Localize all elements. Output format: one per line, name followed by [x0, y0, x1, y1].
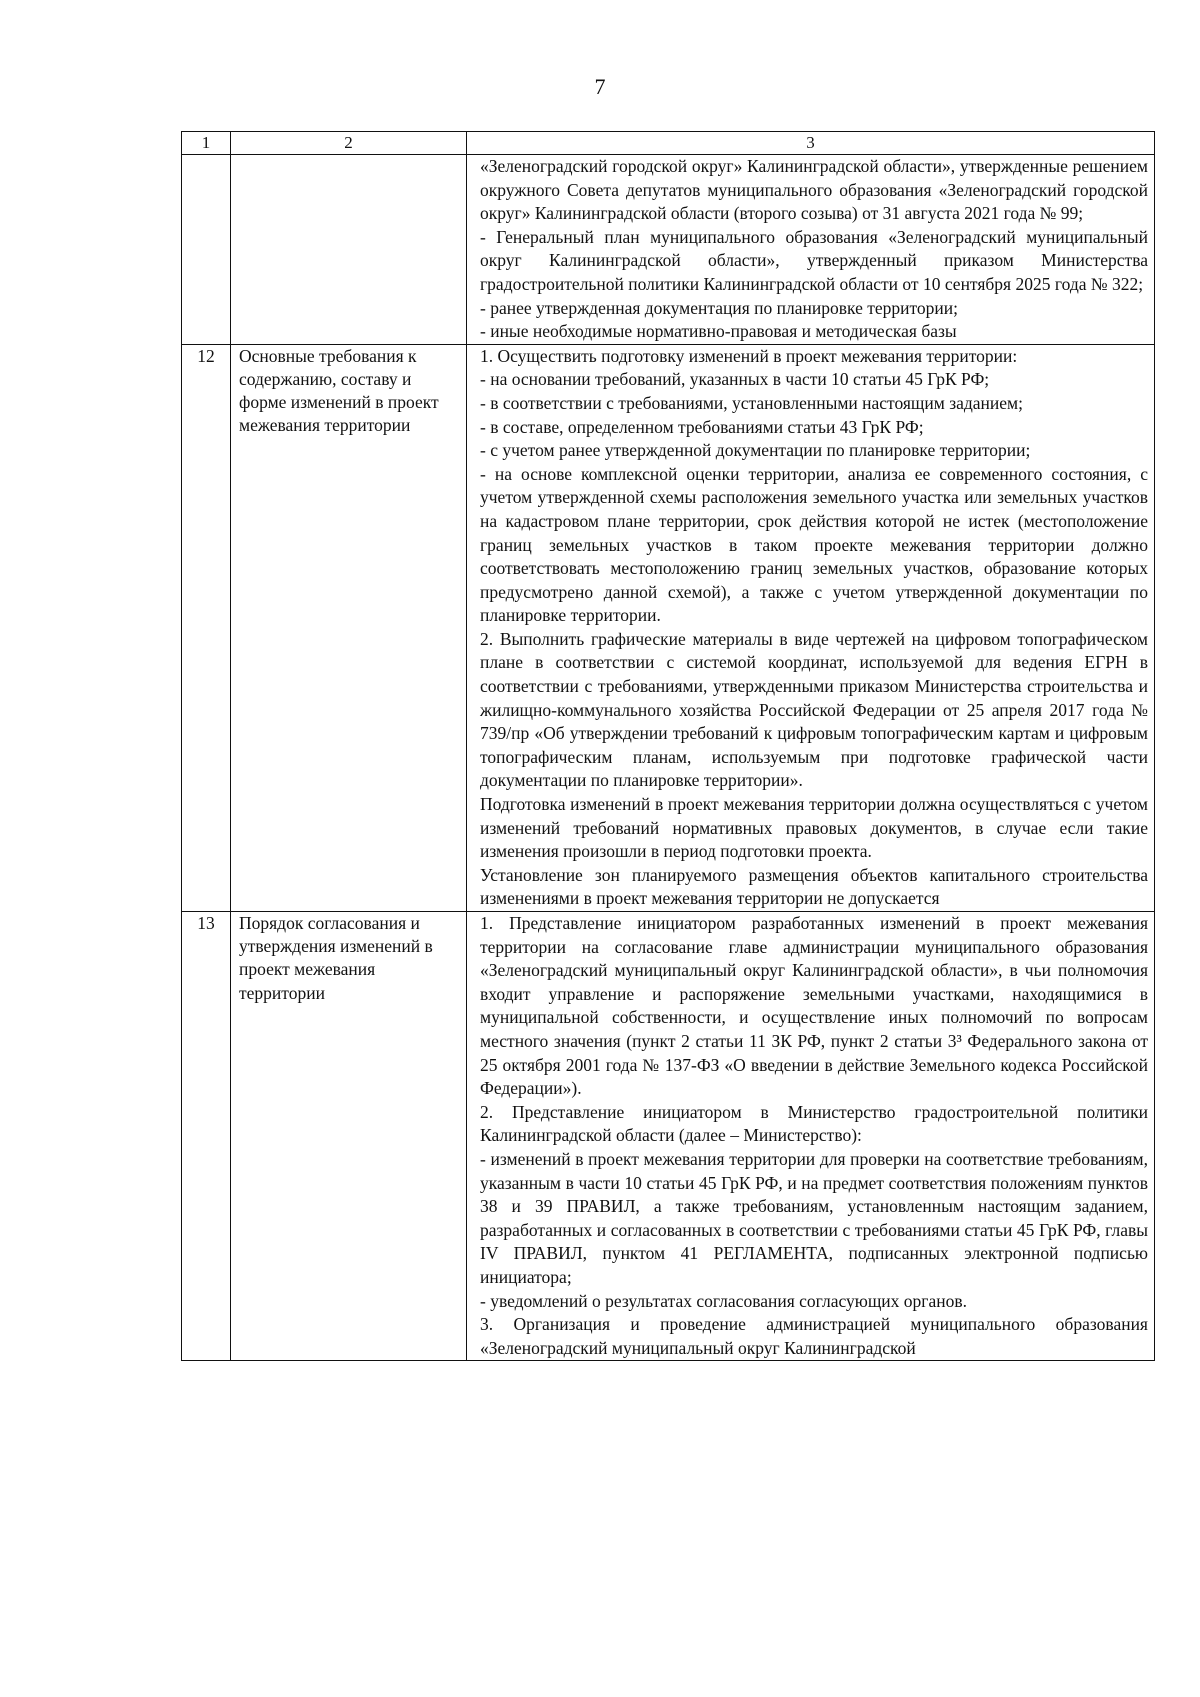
table-row-continuation: [182, 155, 1155, 345]
content-paragraph: - ранее утвержденная документация по планировке территории;: [480, 297, 959, 318]
content-paragraph: 2. Представление инициатором в Министерство градостроительной политики Калининградской области (далее – Министерство):: [480, 1101, 1148, 1146]
content-paragraph: 1. Осуществить подготовку изменений в проект межевания территории:: [480, 345, 1018, 366]
content-paragraph: - в соответствии с требованиями, установленными настоящим заданием;: [480, 392, 1023, 413]
content-paragraph: 2. Выполнить графические материалы в виде чертежей на цифровом топографическом плане в соответствии с системой координат, используемой для ведения ЕГРН в соответствии с требованиями, утвержденными приказом Министерства строительства и жилищно-коммунального хозяйства Российской Федерации от 25 апреля 2017 года № 739/пр «Об утверждении требований к цифровым топографическим картам и цифровым топографическим планам, используемым при подготовке графической части документации по планировке территории».: [480, 628, 1148, 791]
row-name-cell: [231, 155, 467, 345]
content-paragraph: - на основе комплексной оценки территории, анализа ее современного состояния, с учетом утвержденной схемы расположения земельного участка или земельных участков на кадастровом плане территории, срок действия которой не истек (местоположение границ земельных участков в таком проекте межевания территории должно соответствовать местоположению границ земельных участков, образование которых предусмотрено данной схемой), а также с учетом утвержденной документации по планировке территории.: [480, 463, 1148, 626]
content-paragraph: - в составе, определенном требованиями статьи 43 ГрК РФ;: [480, 416, 924, 437]
content-paragraph: - Генеральный план муниципального образования «Зеленоградский муниципальный округ Калининградской области», утвержденный приказом Министерства градостроительной политики Калининградской области от 10 сентября 2025 года № 322;: [480, 226, 1148, 294]
content-paragraph: «Зеленоградский городской округ» Калининградской области», утвержденные решением окружного Совета депутатов муниципального образования «Зеленоградский городской округ» Калининградской области (второго созыва) от 31 августа 2021 года № 99;: [480, 156, 1148, 224]
requirements-table: [181, 131, 1155, 1361]
content-paragraph: - иные необходимые нормативно-правовая и методическая базы: [480, 321, 957, 342]
row-content-cell: [467, 344, 1155, 911]
table-row-13: [182, 912, 1155, 1361]
row-content-cell: [467, 155, 1155, 345]
row-number-cell: [182, 155, 231, 345]
row-content-cell: [467, 912, 1155, 1361]
content-paragraph: Подготовка изменений в проект межевания территории должна осуществляться с учетом изменений требований нормативных правовых документов, в случае если такие изменения произошли в период подготовки проекта.: [480, 794, 1148, 862]
content-paragraph: - уведомлений о результатах согласования согласующих органов.: [480, 1290, 967, 1311]
content-paragraph: 1. Представление инициатором разработанных изменений в проект межевания территории на согласование главе администрации муниципального образования «Зеленоградский муниципальный округ Калининградской области», в чьи полномочия входит управление и распоряжение земельными участками, находящимися в муниципальной собственности, и осуществление иных полномочий по вопросам местного значения (пункт 2 статьи 11 ЗК РФ, пункт 2 статьи 3³ Федерального закона от 25 октября 2001 года № 137-ФЗ «О введении в действие Земельного кодекса Российской Федерации»).: [480, 913, 1148, 1099]
content-paragraph: - на основании требований, указанных в части 10 статьи 45 ГрК РФ;: [480, 369, 990, 390]
row-name-cell: Порядок согласования и утверждения изменений в проект межевания территории: [231, 912, 467, 1361]
column-header-2: 2: [231, 132, 467, 155]
content-paragraph: - изменений в проект межевания территории для проверки на соответствие требованиям, указанным в части 10 статьи 45 ГрК РФ, и на предмет соответствия положениям пунктов 38 и 39 ПРАВИЛ, а также требованиям, установленным настоящим заданием, разработанных и согласованных в соответствии с требованиями статьи 45 ГрК РФ, главы IV ПРАВИЛ, пунктом 41 РЕГЛАМЕНТА, подписанных электронной подписью инициатора;: [480, 1148, 1148, 1287]
content-paragraph: 3. Организация и проведение администрацией муниципального образования «Зеленоградский муниципальный округ Калининградской: [480, 1314, 1148, 1358]
table-row-12: [182, 344, 1155, 911]
content-paragraph: - с учетом ранее утвержденной документации по планировке территории;: [480, 440, 1031, 461]
content-paragraph: Установление зон планируемого размещения объектов капитального строительства изменениями в проект межевания территории не допускается: [480, 864, 1148, 909]
page-number: 7: [594, 74, 606, 99]
column-header-1: 1: [182, 132, 231, 155]
row-number-cell: 13: [182, 912, 231, 1361]
column-header-3: 3: [467, 132, 1155, 155]
table-header-row: [182, 132, 1155, 155]
row-number-cell: 12: [182, 344, 231, 911]
row-name-cell: Основные требования к содержанию, составу и форме изменений в проект межевания территории: [231, 344, 467, 911]
